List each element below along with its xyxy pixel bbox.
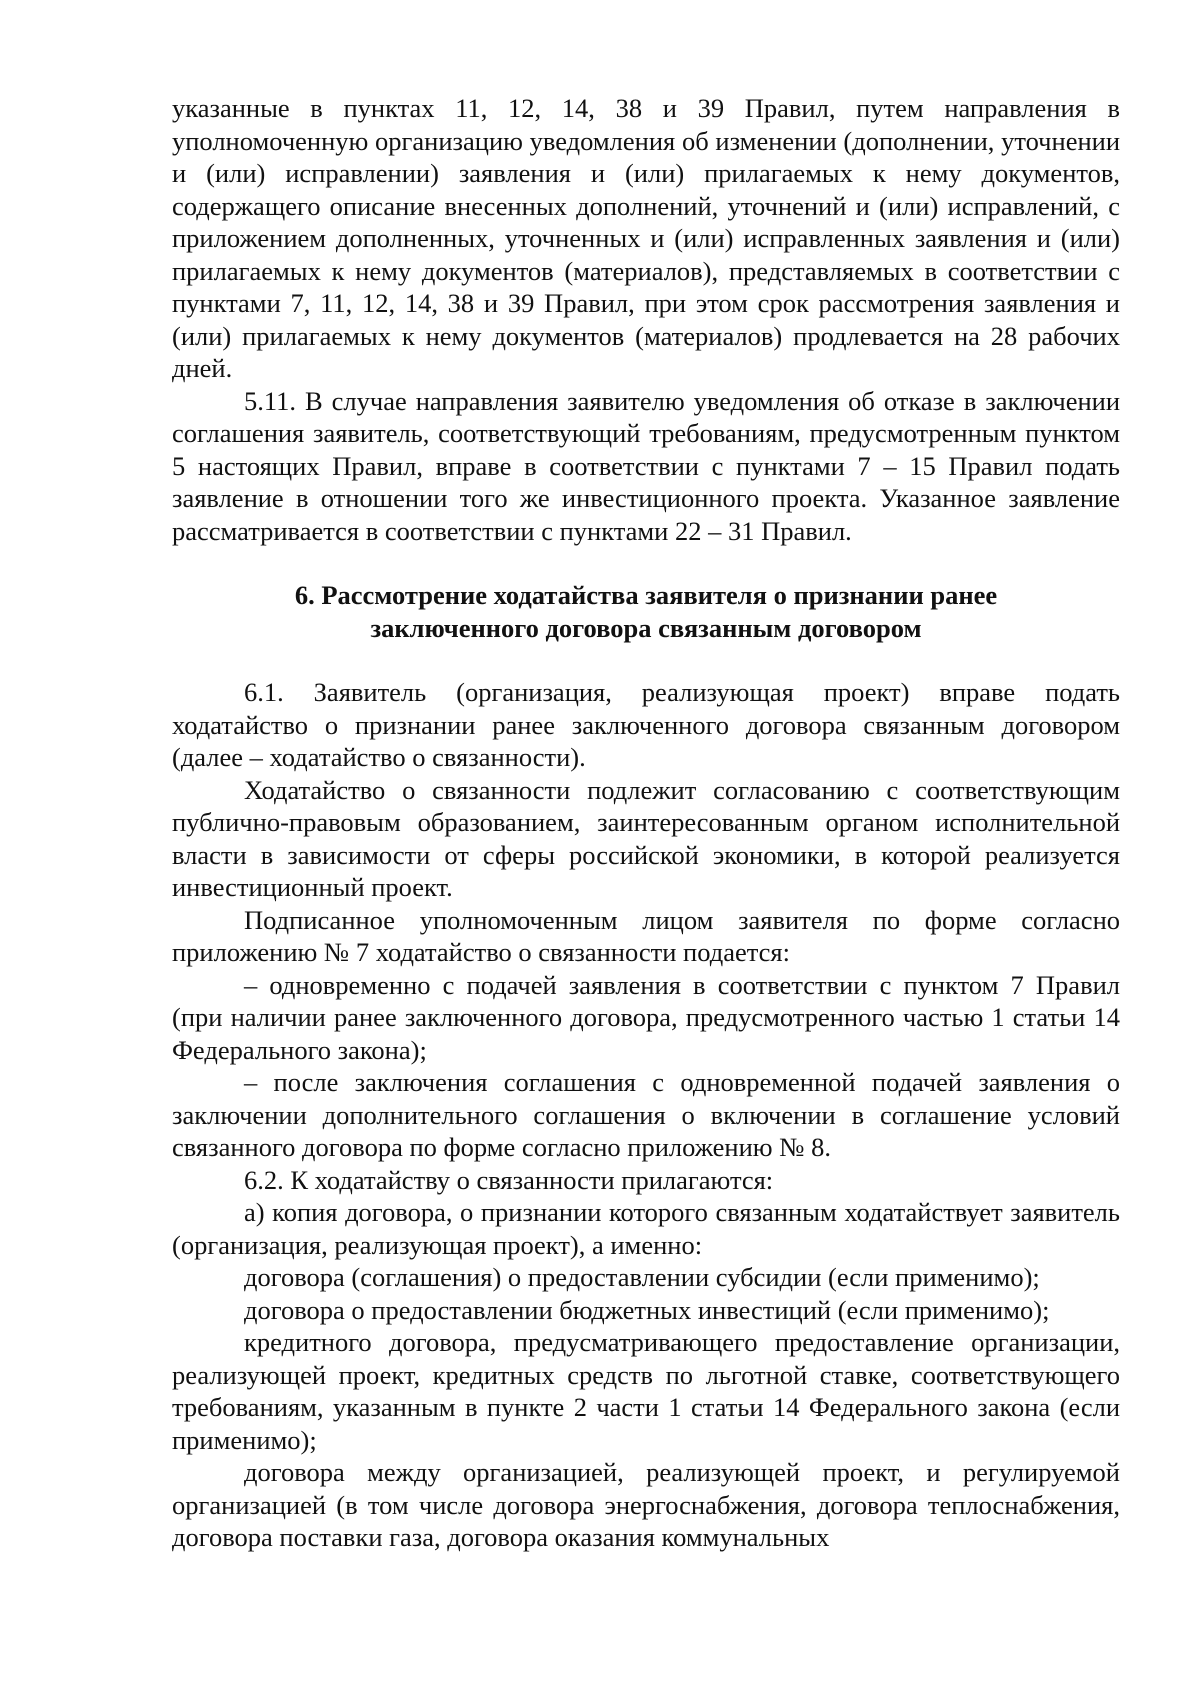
section-heading: [172, 579, 1120, 644]
section-heading-line-1: 6. Рассмотрение ходатайства заявителя о признании ранее: [294, 580, 998, 610]
paragraph-agreement: Ходатайство о связанности подлежит согласованию с соответствующим публично-правовым образованием, заинтересованным органом исполнительной власти в зависимости от сферы российской экономики, в которой реализуется инвестиционный проект.: [172, 774, 1120, 902]
paragraph-5-11: 5.11. В случае направления заявителю уведомления об отказе в заключении соглашения заявитель, соответствующий требованиям, предусмотренным пунктом 5 настоящих Правил, вправе в соответствии с пунктами 7 – 15 Правил подать заявление в отношении того же инвестиционного проекта. Указанное заявление рассматривается в соответствии с пунктами 22 – 31 Правил.: [172, 385, 1120, 546]
list-item-dash-2: – после заключения соглашения с одновременной подачей заявления о заключении дополнительного соглашения о включении в соглашение условий связанного договора по форме согласно приложению № 8.: [172, 1067, 1120, 1162]
paragraph-6-1: 6.1. Заявитель (организация, реализующая проект) вправе подать ходатайство о признании ранее заключенного договора связанным договором (далее – ходатайство о связанности).: [172, 677, 1120, 772]
section-heading-line-2: заключенного договора связанным договором: [370, 612, 922, 643]
list-item-dash-1: – одновременно с подачей заявления в соответствии с пунктом 7 Правил (при наличии ранее заключенного договора, предусмотренного частью 1 статьи 14 Федерального закона);: [172, 969, 1120, 1065]
document-page: [172, 92, 1120, 1554]
paragraph-6-2: 6.2. К ходатайству о связанности прилагаются:: [244, 1164, 774, 1195]
list-item-investments: договора о предоставлении бюджетных инвестиций (если применимо);: [244, 1294, 1050, 1325]
paragraph-submission: Подписанное уполномоченным лицом заявителя по форме согласно приложению № 7 ходатайство о связанности подается:: [172, 904, 1120, 967]
list-item-credit: кредитного договора, предусматривающего предоставление организации, реализующей проект, кредитных средств по льготной ставке, соответствующего требованиям, указанным в пункте 2 части 1 статьи 14 Федерального закона (если применимо);: [172, 1327, 1120, 1455]
paragraph-continuation: указанные в пунктах 11, 12, 14, 38 и 39 Правил, путем направления в уполномоченную организацию уведомления об изменении (дополнении, уточнении и (или) исправлении) заявления и (или) прилагаемых к нему документов, содержащего описание внесенных дополнений, уточнений и (или) исправлений, с приложением дополненных, уточненных и (или) исправленных заявления и (или) прилагаемых к нему документов (материалов), представляемых в соответствии с пунктами 7, 11, 12, 14, 38 и 39 Правил, при этом срок рассмотрения заявления и (или) прилагаемых к нему документов (материалов) продлевается на 28 рабочих дней.: [172, 93, 1120, 383]
list-item-a: а) копия договора, о признании которого связанным ходатайствует заявитель (организация, реализующая проект), а именно:: [172, 1197, 1120, 1260]
list-item-subsidy: договора (соглашения) о предоставлении субсидии (если применимо);: [244, 1262, 1040, 1292]
list-item-regulated-org: договора между организацией, реализующей проект, и регулируемой организацией (в том числе договора энергоснабжения, договора теплоснабжения, договора поставки газа, договора оказания коммунальных: [172, 1457, 1120, 1552]
